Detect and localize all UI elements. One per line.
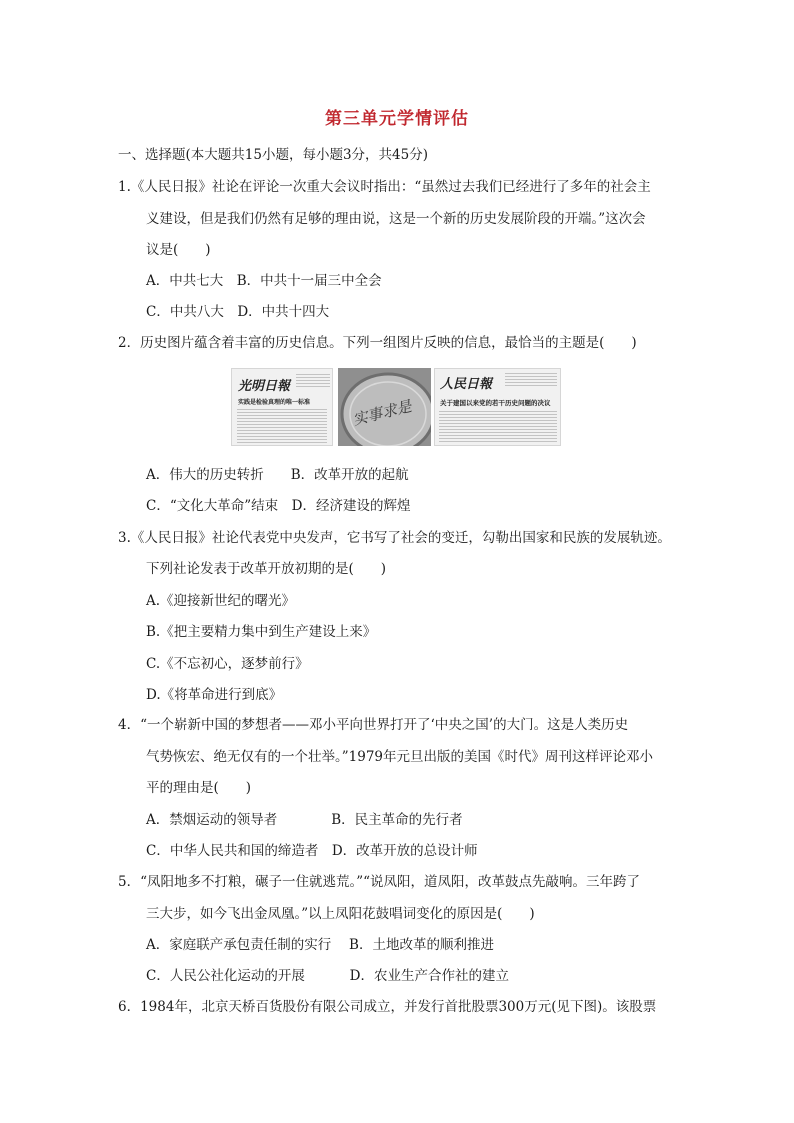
newspaper-masthead: 人民日報 — [440, 377, 493, 392]
question-5-line-2: 三大步，如今飞出金凤凰。”以上凤阳花鼓唱词变化的原因是( ) — [146, 906, 535, 922]
question-2-line-1: 2．历史图片蕴含着丰富的历史信息。下列一组图片反映的信息，最恰当的主题是( ) — [118, 335, 637, 351]
question-1-options-cd: C．中共八大 D．中共十四大 — [146, 304, 330, 320]
coin-inscription: 实事求是 — [350, 396, 414, 429]
question-3-line-2: 下列社论发表于改革开放初期的是( ) — [146, 561, 387, 577]
question-3-option-b: B.《把主要精力集中到生产建设上来》 — [146, 624, 377, 640]
coin-image — [338, 368, 431, 446]
question-3-option-a: A.《迎接新世纪的曙光》 — [146, 593, 296, 609]
page-title: 第三单元学情评估 — [325, 109, 469, 129]
question-4-options-cd: C．中华人民共和国的缔造者 D．改革开放的总设计师 — [146, 843, 478, 859]
question-3-option-c: C.《不忘初心，逐梦前行》 — [146, 656, 309, 672]
question-3-line-1: 3.《人民日报》社论代表党中央发声，它书写了社会的变迁，勾勒出国家和民族的发展轨迹。 — [118, 530, 671, 546]
newspaper-masthead: 光明日報 — [238, 379, 291, 394]
question-1-line-1: 1.《人民日报》社论在评论一次重大会议时指出：“虽然过去我们已经进行了多年的社会主 — [118, 179, 651, 195]
question-4-line-2: 气势恢宏、绝无仅有的一个壮举。”1979年元旦出版的美国《时代》周刊这样评论邓小 — [146, 749, 654, 765]
section-heading: 一、选择题(本大题共15小题，每小题3分，共45分) — [118, 147, 428, 163]
question-1-line-2: 义建设，但是我们仍然有足够的理由说，这是一个新的历史发展阶段的开端。”这次会 — [146, 211, 646, 227]
question-4-line-1: 4．“一个崭新中国的梦想者——邓小平向世界打开了‘中央之国’的大门。这是人类历史 — [118, 717, 629, 733]
question-4-line-3: 平的理由是( ) — [146, 780, 252, 796]
newspaper-guangming-image — [231, 368, 333, 446]
newspaper-headline: 关于建国以来党的若干历史问题的决议 — [440, 399, 551, 407]
newspaper-renmin-image — [434, 368, 561, 446]
question-5-options-cd: C．人民公社化运动的开展 D．农业生产合作社的建立 — [146, 968, 509, 984]
question-1-options-ab: A．中共七大 B．中共十一届三中全会 — [146, 273, 382, 289]
question-6-line-1: 6．1984年，北京天桥百货股份有限公司成立，并发行首批股票300万元(见下图)。该股票 — [118, 999, 657, 1015]
question-2-image-group — [231, 368, 561, 446]
question-3-option-d: D.《将革命进行到底》 — [146, 687, 283, 703]
question-5-line-1: 5．“凤阳地多不打粮，碾子一住就逃荒。”“说凤阳，道凤阳，改革鼓点先敲响。三年跨了 — [118, 874, 641, 890]
question-4-options-ab: A．禁烟运动的领导者 B．民主革命的先行者 — [146, 812, 463, 828]
newspaper-headline: 实践是检验真理的唯一标准 — [238, 399, 311, 406]
question-2-options-cd: C．“文化大革命”结束 D．经济建设的辉煌 — [146, 498, 411, 514]
question-5-options-ab: A．家庭联产承包责任制的实行 B．土地改革的顺利推进 — [146, 937, 494, 953]
question-2-options-ab: A．伟大的历史转折 B．改革开放的起航 — [146, 467, 409, 483]
question-1-line-3: 议是( ) — [146, 242, 211, 258]
